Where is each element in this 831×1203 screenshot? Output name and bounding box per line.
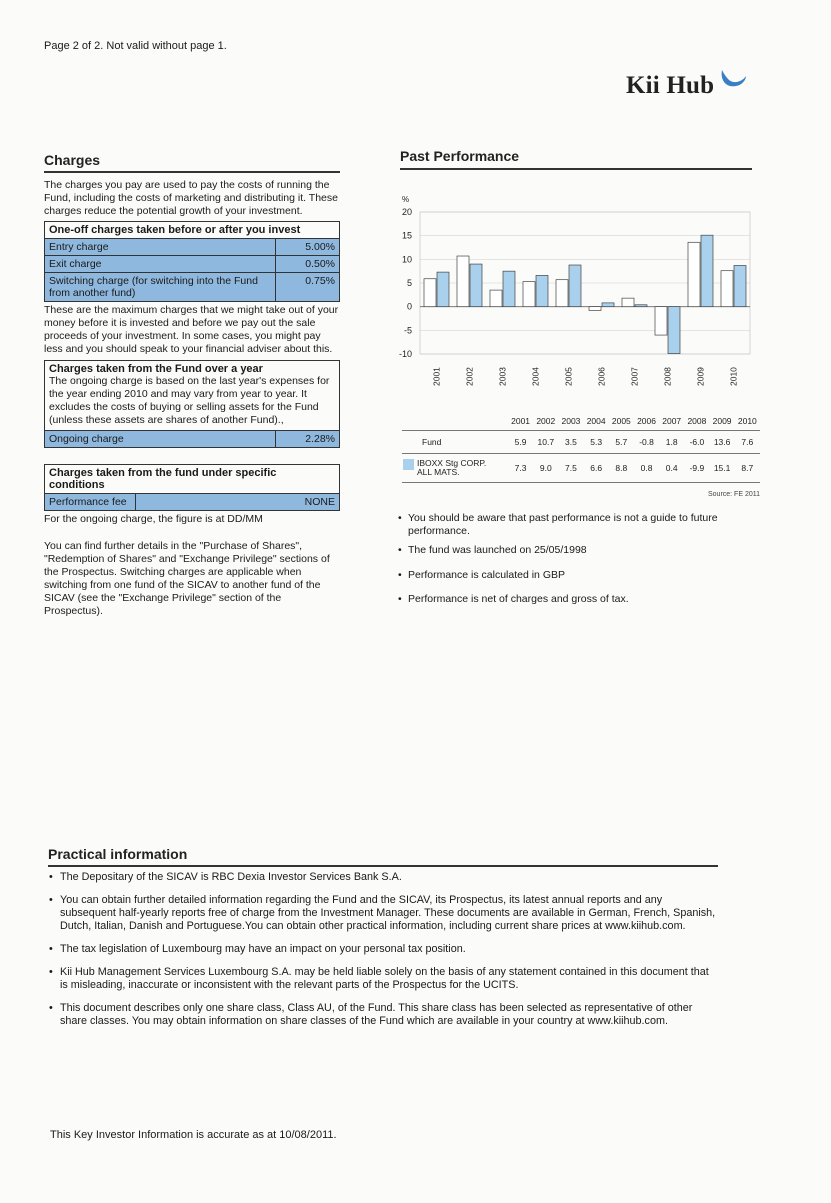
fund-bar — [556, 280, 568, 307]
logo-swoosh-icon — [718, 66, 748, 94]
benchmark-value-cell: 15.1 — [710, 454, 735, 483]
performance-table — [402, 416, 760, 483]
performance-fee-value: NONE — [136, 494, 340, 511]
practical-info-item: • The tax legislation of Luxembourg may have an impact on your personal tax position. — [48, 943, 718, 956]
practical-info-item: • This document describes only one share class, Class AU, of the Fund. This share class has been selected as representative of other share classes. You may obtain information on share classes of the Fund which are available in your country at www.kiihub.com. — [48, 1002, 718, 1028]
fund-bar — [622, 298, 634, 307]
ongoing-charge-note: For the ongoing charge, the figure is at DD/MM — [44, 513, 263, 525]
performance-note: • Performance is calculated in GBP — [398, 569, 738, 582]
ongoing-charge-label: Ongoing charge — [45, 431, 276, 448]
y-tick-label: 10 — [401, 254, 412, 265]
y-tick-label: -5 — [403, 325, 412, 336]
benchmark-value-cell: 0.4 — [659, 454, 684, 483]
benchmark-bar — [701, 235, 713, 306]
table-year-header: 2004 — [584, 416, 609, 431]
benchmark-value-cell: 0.8 — [634, 454, 659, 483]
y-tick-label: 15 — [401, 230, 412, 241]
x-tick-label: 2005 — [563, 367, 574, 386]
benchmark-value-cell: 8.8 — [609, 454, 634, 483]
x-tick-label: 2002 — [464, 367, 475, 386]
specific-charges-table — [44, 464, 340, 511]
table-year-header: 2002 — [533, 416, 558, 431]
fund-value-cell: 5.3 — [584, 431, 609, 454]
x-tick-label: 2003 — [497, 367, 508, 386]
max-charges-note: These are the maximum charges that we might take out of your money before it is invested and before we pay out the sale proceeds of your investment. In some cases, you might pay less and you should speak to your financial adviser about this. — [44, 304, 339, 355]
performance-table-wrapper — [402, 416, 760, 498]
table-year-header: 2003 — [558, 416, 583, 431]
exit-charge-value: 0.50% — [276, 256, 340, 273]
past-performance-title: Past Performance — [400, 148, 752, 170]
switching-charge-value: 0.75% — [276, 273, 340, 302]
fund-value-cell: 7.6 — [735, 431, 760, 454]
x-tick-label: 2004 — [530, 367, 541, 386]
x-tick-label: 2001 — [431, 367, 442, 386]
entry-charge-label: Entry charge — [45, 239, 276, 256]
exit-charge-label: Exit charge — [45, 256, 276, 273]
benchmark-bar — [470, 264, 482, 307]
fund-row-label: Fund — [402, 431, 508, 454]
performance-notes — [398, 512, 738, 612]
fund-bar — [424, 279, 436, 307]
table-year-header: 2001 — [508, 416, 533, 431]
fund-value-cell: -6.0 — [684, 431, 709, 454]
benchmark-bar — [668, 307, 680, 354]
table-year-header: 2008 — [684, 416, 709, 431]
one-off-header: One-off charges taken before or after you invest — [45, 222, 340, 239]
further-details-text: You can find further details in the "Purchase of Shares", "Redemption of Shares" and "Exchange Privilege" sections of the Prospectus. Switching charges are applicable when switching from one fund of the SICAV to another fund of the SICAV (see the "Exchange Privilege" section of the Prospectus). — [44, 540, 330, 617]
specific-charges-header: Charges taken from the fund under specific conditions — [45, 465, 340, 494]
yearly-charges-header: Charges taken from the Fund over a year — [49, 363, 263, 375]
chart-source: Source: FE 2011 — [707, 491, 760, 498]
fund-value-cell: 1.8 — [659, 431, 684, 454]
performance-note: • The fund was launched on 25/05/1998 — [398, 544, 738, 557]
benchmark-value-cell: 7.3 — [508, 454, 533, 483]
table-year-header: 2010 — [735, 416, 760, 431]
switching-charge-label: Switching charge (for switching into the Fund from another fund) — [45, 273, 276, 302]
ongoing-charge-value: 2.28% — [276, 431, 340, 448]
y-tick-label: 5 — [406, 278, 412, 288]
performance-fee-label: Performance fee — [45, 494, 136, 511]
y-tick-label: -10 — [398, 349, 412, 359]
practical-info-item: • The Depositary of the SICAV is RBC Dexia Investor Services Bank S.A. — [48, 871, 718, 884]
practical-info-item: • You can obtain further detailed information regarding the Fund and the SICAV, its Prospectus, its latest annual reports and any subsequent half-yearly reports free of charge from the Investment Manager. These documents are available in German, French, Spanish, Dutch, Italian, Danish and Portuguese.You can obtain other practical information, including current share prices at www.kiihub.com. — [48, 894, 718, 933]
y-tick-label: 0 — [406, 301, 412, 312]
table-year-header: 2005 — [609, 416, 634, 431]
practical-info-list — [48, 871, 718, 1028]
benchmark-value-cell: 6.6 — [584, 454, 609, 483]
fund-value-cell: 5.7 — [609, 431, 634, 454]
fund-value-cell: 10.7 — [533, 431, 558, 454]
practical-info-item: • Kii Hub Management Services Luxembourg S.A. may be held liable solely on the basis of any statement contained in this document that is misleading, inaccurate or inconsistent with the relevant parts of the Prospectus for the UCITS. — [48, 966, 718, 992]
charges-title: Charges — [44, 152, 340, 173]
y-axis-label: % — [402, 195, 410, 204]
benchmark-swatch — [403, 459, 414, 470]
fund-bar — [523, 282, 535, 307]
table-year-header: 2009 — [710, 416, 735, 431]
benchmark-bar — [437, 272, 449, 307]
performance-note: • Performance is net of charges and gross of tax. — [398, 593, 738, 606]
benchmark-value-cell: 8.7 — [735, 454, 760, 483]
practical-info-title: Practical information — [48, 846, 718, 867]
entry-charge-value: 5.00% — [276, 239, 340, 256]
fund-bar — [490, 290, 502, 307]
fund-value-cell: 13.6 — [710, 431, 735, 454]
benchmark-bar — [536, 275, 548, 306]
fund-value-cell: 5.9 — [508, 431, 533, 454]
company-logo-text: Kii Hub — [626, 72, 715, 99]
y-tick-label: 20 — [401, 207, 412, 217]
table-year-header: 2006 — [634, 416, 659, 431]
page-note: Page 2 of 2. Not valid without page 1. — [44, 40, 227, 52]
yearly-charges-table — [44, 360, 340, 448]
benchmark-bar — [734, 265, 746, 306]
x-tick-label: 2007 — [629, 367, 640, 386]
yearly-charges-text: The ongoing charge is based on the last year's expenses for the year ending 2010 and may vary from year to year. It excludes the costs of buying or selling assets for the Fund (unless these assets are shares of another Fund)., — [49, 375, 330, 426]
accuracy-note: This Key Investor Information is accurate as at 10/08/2011. — [50, 1129, 337, 1141]
fund-bar — [655, 307, 667, 335]
x-tick-label: 2006 — [596, 367, 607, 386]
past-performance-section — [400, 148, 752, 170]
benchmark-value-cell: 9.0 — [533, 454, 558, 483]
benchmark-bar — [635, 305, 647, 307]
practical-info-section — [48, 846, 718, 1038]
benchmark-value-cell: -9.9 — [684, 454, 709, 483]
x-tick-label: 2008 — [662, 367, 673, 386]
performance-note: • You should be aware that past performance is not a guide to future performance. — [398, 512, 738, 537]
fund-bar — [688, 242, 700, 306]
x-tick-label: 2009 — [695, 367, 706, 386]
fund-value-cell: -0.8 — [634, 431, 659, 454]
benchmark-bar — [602, 303, 614, 307]
benchmark-bar — [503, 271, 515, 307]
fund-bar — [457, 256, 469, 307]
fund-value-cell: 3.5 — [558, 431, 583, 454]
one-off-charges-table — [44, 221, 340, 302]
benchmark-bar — [569, 265, 581, 307]
table-year-header: 2007 — [659, 416, 684, 431]
x-tick-label: 2010 — [728, 367, 739, 386]
fund-bar — [589, 307, 601, 311]
benchmark-row-label: IBOXX Stg CORP. ALL MATS. — [417, 458, 487, 477]
past-performance-chart — [390, 188, 756, 394]
fund-bar — [721, 271, 733, 307]
charges-intro: The charges you pay are used to pay the costs of running the Fund, including the costs of marketing and distributing it. These charges reduce the potential growth of your investment. — [44, 179, 338, 217]
charges-section — [44, 152, 340, 618]
benchmark-value-cell: 7.5 — [558, 454, 583, 483]
